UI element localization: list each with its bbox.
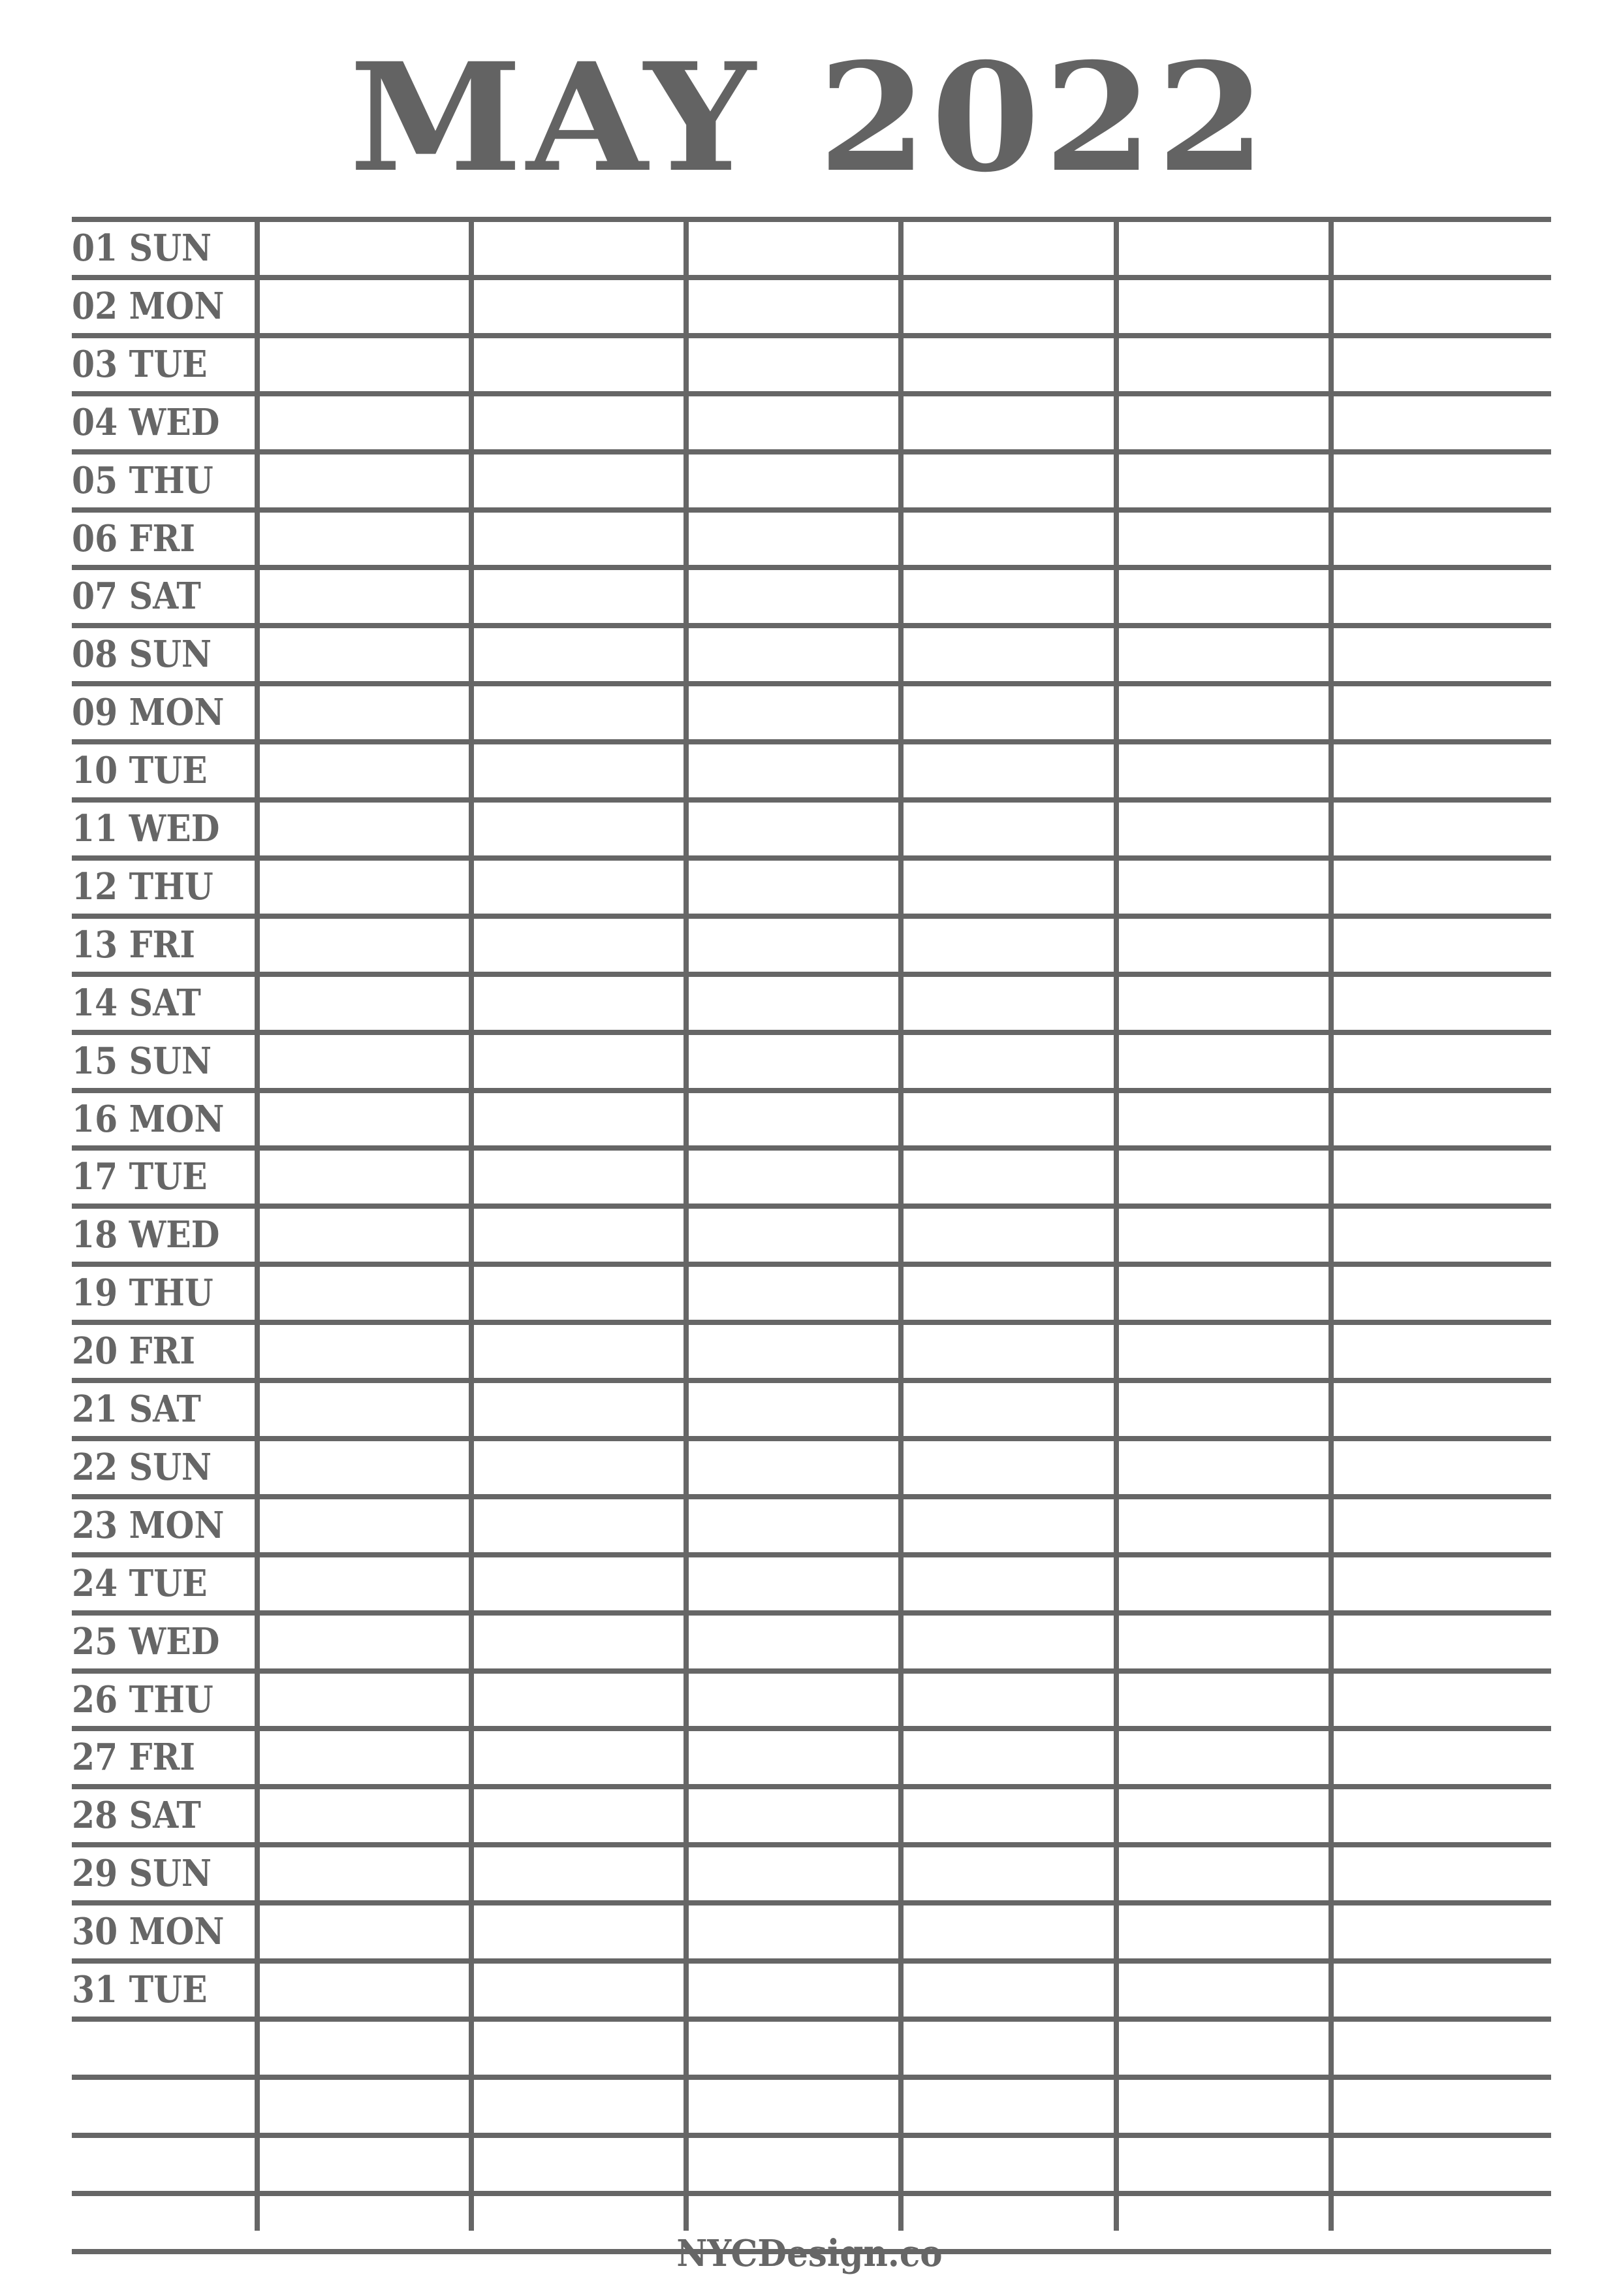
day-label: 27 FRI [72, 1736, 195, 1779]
day-label: 20 FRI [72, 1330, 195, 1373]
day-label: 28 SAT [72, 1794, 201, 1837]
day-label: 08 SUN [72, 633, 212, 676]
day-label: 03 TUE [72, 343, 208, 386]
day-label: 31 TUE [72, 1968, 208, 2011]
column-divider [255, 217, 260, 2231]
day-label: 10 TUE [72, 749, 208, 792]
day-label: 07 SAT [72, 575, 201, 618]
column-divider [1114, 217, 1119, 2231]
day-label: 13 FRI [72, 923, 195, 966]
day-label: 14 SAT [72, 981, 201, 1025]
footer-brand: NYCDesign.co [676, 2232, 943, 2275]
column-divider [469, 217, 474, 2231]
day-label: 02 MON [72, 285, 225, 328]
day-label: 29 SUN [72, 1852, 212, 1895]
day-label: 06 FRI [72, 517, 195, 560]
day-label: 24 TUE [72, 1562, 208, 1605]
day-label: 15 SUN [72, 1040, 212, 1083]
day-label: 01 SUN [72, 227, 212, 270]
day-label: 12 THU [72, 865, 213, 908]
day-label: 22 SUN [72, 1446, 212, 1489]
day-label: 30 MON [72, 1910, 225, 1953]
day-label: 16 MON [72, 1098, 225, 1141]
day-label: 04 WED [72, 401, 220, 444]
day-label: 11 WED [72, 807, 220, 850]
day-label: 17 TUE [72, 1155, 208, 1198]
day-label: 23 MON [72, 1504, 225, 1547]
day-label: 21 SAT [72, 1388, 201, 1431]
column-divider [684, 217, 689, 2231]
day-label: 09 MON [72, 691, 225, 734]
day-label: 25 WED [72, 1620, 220, 1663]
column-divider [1328, 217, 1334, 2231]
day-label: 05 THU [72, 459, 213, 502]
day-label: 18 WED [72, 1213, 220, 1256]
page-title: MAY 2022 [349, 30, 1270, 205]
column-divider [898, 217, 904, 2231]
day-label: 19 THU [72, 1271, 213, 1315]
day-label: 26 THU [72, 1678, 213, 1721]
